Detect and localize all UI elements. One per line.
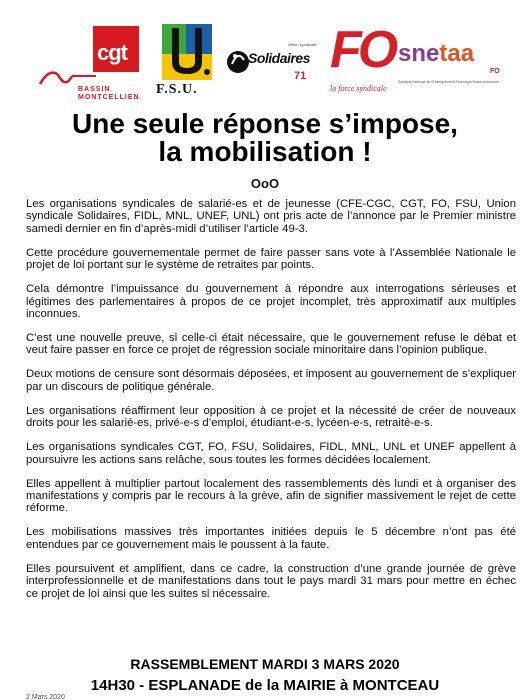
fo-logo: [330, 21, 396, 102]
solidaires-logo-text: Solidaires: [248, 50, 310, 66]
snetaa-fo-text: FO: [490, 68, 500, 75]
snetaa-logo: [396, 40, 508, 92]
snetaa-letters-1: sne: [398, 40, 440, 67]
snetaa-letters-2: taa: [439, 40, 475, 67]
fsu-mark-icon: [162, 24, 212, 80]
fsu-logo-text: F.S.U.: [156, 82, 198, 97]
snetaa-logo-text: [398, 40, 474, 68]
rally-announcement-place: 14H30 - ESPLANADE de la MAIRIE à MONTCEAU: [90, 677, 440, 694]
cgt-swoosh-icon: [38, 68, 98, 88]
footer-date: 2 Mars 2020: [26, 694, 65, 700]
cgt-logo-text: cgt: [97, 40, 127, 65]
page-title: [0, 110, 530, 166]
fo-logo-text: FO: [330, 21, 395, 79]
paragraph: Les organisations réaffirment leur opposition à ce projet et la nécessité de créer de nouveaux droits pour les salarié-es, privé-e-s d’emploi, étudiant-e-s, lycéen-e-s, retraité-e-s.: [26, 404, 516, 430]
paragraph: Les organisations syndicales CGT, FO, FSU, Solidaires, FIDL, MNL, UNL et UNEF appellent à poursuivre les actions sans relâche, sous toutes les formes décidées localement.: [26, 441, 516, 466]
paragraph: Cette procédure gouvernementale permet de faire passer sans vote à l’Assemblée Nationale le projet de loi portant sur le système de retraites par points.: [26, 246, 516, 272]
solidaires-small-text: Union syndicale: [288, 42, 317, 47]
solidaires-figure-icon: [226, 42, 250, 82]
body-text: [26, 198, 516, 612]
title-line-1: Une seule réponse s’impose,: [72, 108, 458, 139]
paragraph: Elles appellent à multiplier partout localement des rassemblements dès lundi et à organiser des manifestations y compris par le recours à la grève, afin de signifier massivement le rejet de cette réforme.: [26, 477, 516, 515]
paragraph: Les mobilisations massives très importantes initiées depuis le 5 décembre n’ont pas été entendues par ce gouvernement mais le poussent à la faute.: [26, 526, 516, 551]
paragraph: C’est une nouvelle preuve, si celle-ci était nécessaire, que le gouvernement refuse le débat et veut faire passer en force ce projet de régression sociale minoritaire dans l’opinion publique.: [26, 332, 516, 357]
snetaa-subtitle: Syndicat National de l'Enseignement Technique Action Autonome: [398, 80, 500, 84]
separator: OoO: [250, 176, 280, 191]
paragraph: Cela démontre l’impuissance du gouvernement à répondre aux interrogations sérieuses et légitimes des parlementaires à propos de ce projet incomplet, très approximatif aux multiples inconnues.: [26, 283, 516, 321]
paragraph: Deux motions de censure sont désormais déposées, et imposent au gouvernement de s’expliquer par un discours de politique générale.: [26, 368, 516, 393]
fsu-logo: [156, 24, 220, 98]
cgt-logo: [38, 24, 140, 101]
cgt-sub-line-2: MONTCELLIEN: [78, 94, 140, 101]
title-line-2: la mobilisation !: [158, 136, 372, 167]
solidaires-logo: [226, 42, 318, 94]
paragraph: Elles poursuivent et amplifient, dans ce cadre, la construction d’une grande journée de grève interprofessionnelle et de manifestations dans tout le pays mardi 31 mars pour mettre en échec ce projet de loi ainsi que les suites si nécessaire.: [26, 562, 516, 600]
fo-logo-subtitle: la force syndicale: [330, 84, 387, 93]
solidaires-number: 71: [294, 70, 307, 82]
rally-announcement-date: RASSEMBLEMENT MARDI 3 MARS 2020: [130, 656, 400, 672]
cgt-logo-subtitle: [78, 86, 140, 102]
paragraph: Les organisations syndicales de salarié-es et de jeunesse (CFE-CGC, CGT, FO, FSU, Union syndicale Solidaires, FIDL, MNL, UNEF, UNL) ont pris acte de l’annonce par le Premier ministre samedi dernier en fin d’après-midi d’utiliser l’article 49-3.: [26, 198, 516, 235]
logo-banner: [30, 18, 510, 102]
cgt-sub-line-1: BASSIN: [78, 86, 111, 93]
